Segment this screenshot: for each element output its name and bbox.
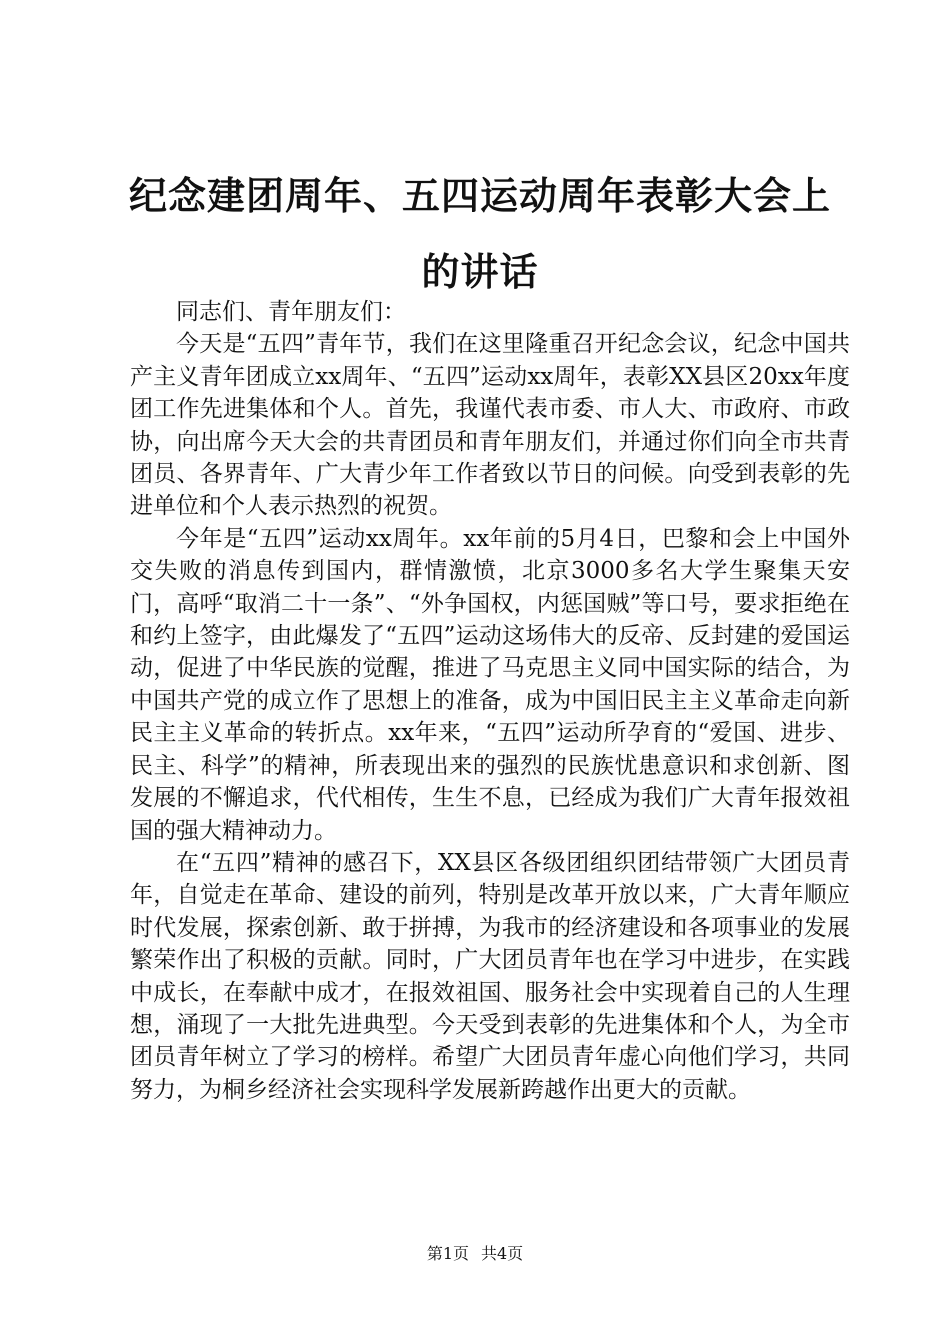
document-body	[130, 296, 850, 1106]
page-footer	[0, 1244, 950, 1264]
body-paragraph: 在“五四”精神的感召下，XX县区各级团组织团结带领广大团员青年，自觉走在革命、建设的前列，特别是改革开放以来，广大青年顺应时代发展，探索创新、敢于拼搏，为我市的经济建设和各项事业的发展繁荣作出了积极的贡献。同时，广大团员青年也在学习中进步，在实践中成长，在奉献中成才，在报效祖国、服务社会中实现着自己的人生理想，涌现了一大批先进典型。今天受到表彰的先进集体和个人，为全市团员青年树立了学习的榜样。希望广大团员青年虚心向他们学习，共同努力，为桐乡经济社会实现科学发展新跨越作出更大的贡献。	[130, 849, 850, 1103]
page-number: 第1页	[426, 1244, 469, 1263]
body-paragraph: 今年是“五四”运动xx周年。xx年前的5月4日，巴黎和会上中国外交失败的消息传到国内，群情激愤，北京3000多名大学生聚集天安门，高呼“取消二十一条”、“外争国权，内惩国贼”等口号，要求拒绝在和约上签字，由此爆发了“五四”运动这场伟大的反帝、反封建的爱国运动，促进了中华民族的觉醒，推进了马克思主义同中国实际的结合，为中国共产党的成立作了思想上的准备，成为中国旧民主主义革命走向新民主主义革命的转折点。xx年来，“五四”运动所孕育的“爱国、进步、民主、科学”的精神，所表现出来的强烈的民族忧患意识和求创新、图发展的不懈追求，代代相传，生生不息，已经成为我们广大青年报效祖国的强大精神动力。	[130, 525, 850, 844]
salutation: 同志们、青年朋友们：	[176, 299, 406, 325]
body-paragraph: 今天是“五四”青年节，我们在这里隆重召开纪念会议，纪念中国共产主义青年团成立xx周年、“五四”运动xx周年，表彰XX县区20xx年度团工作先进集体和个人。首先，我谨代表市委、市人大、市政府、市政协，向出席今天大会的共青团员和青年朋友们，并通过你们向全市共青团员、各界青年、广大青少年工作者致以节日的问候。向受到表彰的先进单位和个人表示热烈的祝贺。	[130, 331, 850, 520]
page-total: 共4页	[481, 1244, 524, 1263]
page-title: 纪念建团周年、五四运动周年表彰大会上的讲话	[128, 173, 831, 294]
